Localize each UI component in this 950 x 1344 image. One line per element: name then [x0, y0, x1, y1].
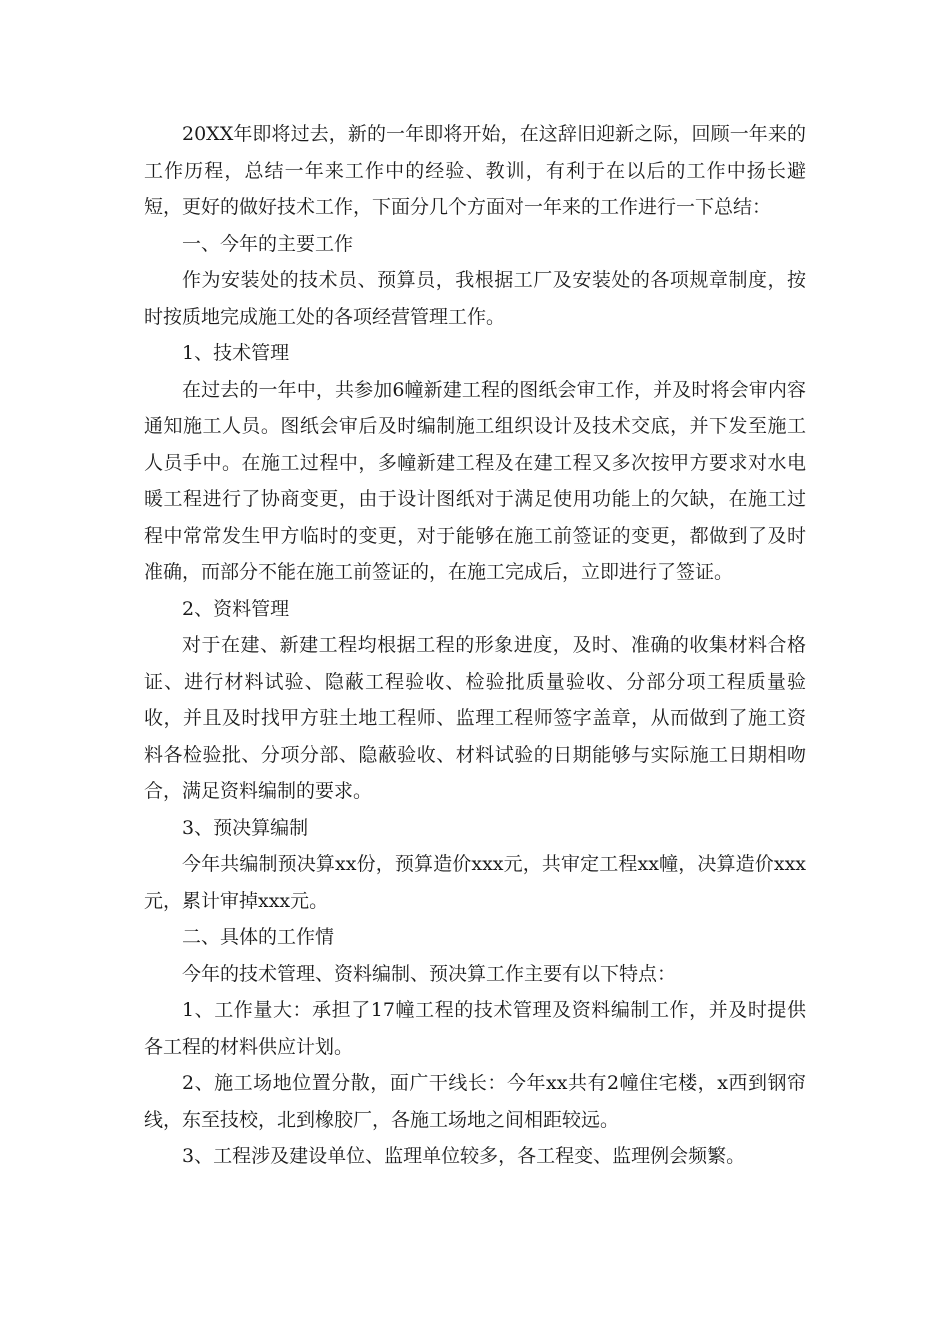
- heading-document-management: 2、资料管理: [182, 597, 290, 620]
- paragraph-role: 作为安装处的技术员、预算员，我根据工厂及安装处的各项规章制度，按时按质地完成施工处的各项经营管理工作。: [144, 269, 806, 328]
- paragraph-budget: 今年共编制预决算xx份，预算造价xxx元，共审定工程xx幢，决算造价xxx元，累计审掉xxx元。: [144, 853, 806, 912]
- list-item-units: 3、工程涉及建设单位、监理单位较多，各工程变、监理例会频繁。: [182, 1145, 746, 1167]
- heading-specific-work: 二、具体的工作情: [182, 926, 335, 948]
- paragraph-intro: 20XX年即将过去，新的一年即将开始，在这辞旧迎新之际，回顾一年来的工作历程，总结一年来工作中的经验、教训，有利于在以后的工作中扬长避短，更好的做好技术工作，下面分几个方面对一年来的工作进行一下总结：: [144, 123, 806, 218]
- heading-budget: 3、预决算编制: [182, 816, 309, 839]
- list-item-workload: 1、工作量大：承担了17幢工程的技术管理及资料编制工作，并及时提供各工程的材料供应计划。: [144, 999, 806, 1058]
- paragraph-features: 今年的技术管理、资料编制、预决算工作主要有以下特点：: [182, 962, 677, 985]
- list-item-sites: 2、施工场地位置分散，面广干线长：今年xx共有2幢住宅楼，x西到钢帘线，东至技校，北到橡胶厂，各施工场地之间相距较远。: [144, 1072, 806, 1131]
- paragraph-document-management: 对于在建、新建工程均根据工程的形象进度，及时、准确的收集材料合格证、进行材料试验、隐蔽工程验收、检验批质量验收、分部分项工程质量验收，并且及时找甲方驻土地工程师、监理工程师签字盖章，从而做到了施工资料各检验批、分项分部、隐蔽验收、材料试验的日期能够与实际施工日期相吻合，满足资料编制的要求。: [144, 634, 806, 802]
- document-body: [144, 116, 806, 1175]
- heading-tech-management: 1、技术管理: [182, 342, 290, 364]
- paragraph-tech-management: 在过去的一年中，共参加6幢新建工程的图纸会审工作，并及时将会审内容通知施工人员。图纸会审后及时编制施工组织设计及技术交底，并下发至施工人员手中。在施工过程中，多幢新建工程及在建工程又多次按甲方要求对水电暖工程进行了协商变更，由于设计图纸对于满足使用功能上的欠缺，在施工过程中常常发生甲方临时的变更，对于能够在施工前签证的变更，都做到了及时准确，而部分不能在施工前签证的，在施工完成后，立即进行了签证。: [144, 378, 806, 583]
- heading-main-work: 一、今年的主要工作: [182, 232, 354, 255]
